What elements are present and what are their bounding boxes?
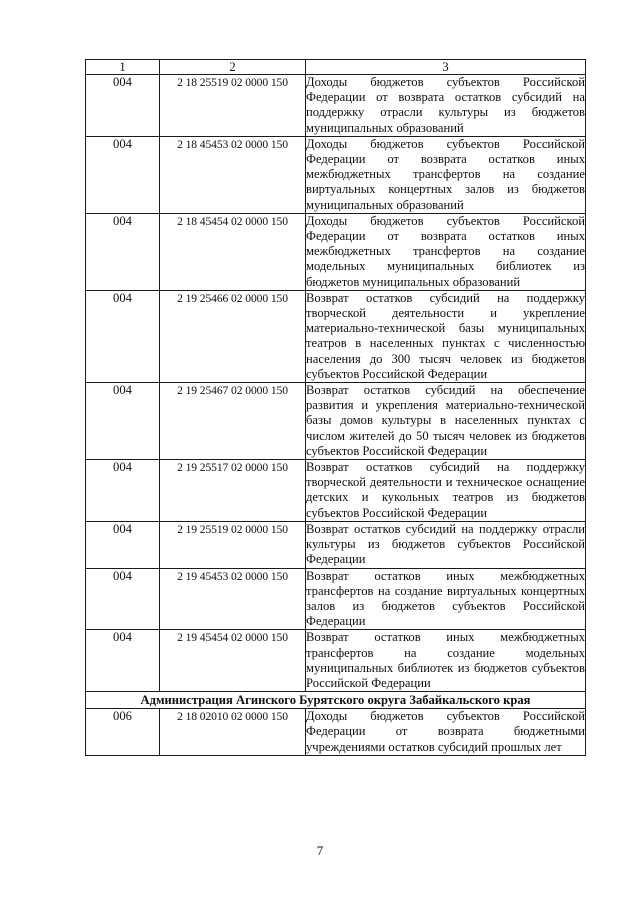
table-row <box>86 213 586 290</box>
table-row <box>86 136 586 213</box>
admin-code-cell: 004 <box>86 630 160 692</box>
admin-code-cell: 004 <box>86 136 160 213</box>
revenue-code-cell: 2 19 25466 02 0000 150 <box>160 290 306 382</box>
admin-code-cell: 004 <box>86 213 160 290</box>
section-title: Администрация Агинского Бурятского округа Забайкальского края <box>86 692 586 709</box>
column-header-3: 3 <box>306 60 586 75</box>
table-row <box>86 290 586 382</box>
description-cell: Доходы бюджетов субъектов Российской Федерации от возврата остатков иных межбюджетных трансфертов на создание модельных муниципальных библиотек из бюджетов муниципальных образований <box>306 213 585 289</box>
revenue-code-cell: 2 18 25519 02 0000 150 <box>160 75 306 137</box>
section-header-row <box>86 692 586 709</box>
admin-code-cell: 004 <box>86 383 160 460</box>
admin-code-cell: 004 <box>86 460 160 522</box>
description-cell: Возврат остатков субсидий на поддержку творческой деятельности и техническое оснащение детских и кукольных театров из бюджетов субъектов Российской Федерации <box>306 460 585 520</box>
description-cell: Возврат остатков иных межбюджетных трансфертов на создание виртуальных концертных залов из бюджетов субъектов Российской Федерации <box>306 568 585 629</box>
admin-code-cell: 006 <box>86 709 160 756</box>
revenue-code-cell: 2 18 45454 02 0000 150 <box>160 213 306 290</box>
admin-code-cell: 004 <box>86 568 160 630</box>
column-header-2: 2 <box>160 60 306 75</box>
table-row <box>86 460 586 522</box>
page-number: 7 <box>316 843 324 858</box>
column-header-1: 1 <box>86 60 160 75</box>
table-row <box>86 383 586 460</box>
revenue-code-cell: 2 19 45454 02 0000 150 <box>160 630 306 692</box>
revenue-code-cell: 2 18 02010 02 0000 150 <box>160 709 306 756</box>
description-cell: Возврат остатков субсидий на обеспечение развития и укрепления материально-технической базы домов культуры в населенных пунктах с числом жителей до 50 тысяч человек из бюджетов субъектов Российской Федерации <box>306 383 585 458</box>
table-header-row <box>86 60 586 75</box>
revenue-code-cell: 2 18 45453 02 0000 150 <box>160 136 306 213</box>
revenue-code-cell: 2 19 45453 02 0000 150 <box>160 568 306 630</box>
revenue-code-cell: 2 19 25517 02 0000 150 <box>160 460 306 522</box>
revenue-code-cell: 2 19 25519 02 0000 150 <box>160 521 306 568</box>
description-cell: Доходы бюджетов субъектов Российской Федерации от возврата остатков иных межбюджетных трансфертов на создание виртуальных концертных залов из бюджетов муниципальных образований <box>306 136 585 212</box>
description-cell: Доходы бюджетов субъектов Российской Федерации от возврата бюджетными учреждениями остатков субсидий прошлых лет <box>306 709 585 754</box>
revenue-code-cell: 2 19 25467 02 0000 150 <box>160 383 306 460</box>
description-cell: Возврат остатков субсидий на поддержку творческой деятельности и укрепление материально-технической базы муниципальных театров в населенных пунктах с численностью населения до 300 тысяч человек из бюджетов субъектов Российской Федерации <box>306 290 585 381</box>
table-row <box>86 75 586 137</box>
description-cell: Доходы бюджетов субъектов Российской Федерации от возврата остатков субсидий на поддержку отрасли культуры из бюджетов муниципальных образований <box>306 75 585 135</box>
admin-code-cell: 004 <box>86 75 160 137</box>
table-row <box>86 709 586 756</box>
description-cell: Возврат остатков субсидий на поддержку отрасли культуры из бюджетов субъектов Российской Федерации <box>306 521 585 567</box>
admin-code-cell: 004 <box>86 290 160 382</box>
budget-classification-table <box>85 59 586 756</box>
table-row <box>86 521 586 568</box>
description-cell: Возврат остатков иных межбюджетных трансфертов на создание модельных муниципальных библиотек из бюджетов субъектов Российской Федерации <box>306 630 585 690</box>
table-row <box>86 630 586 692</box>
table-row <box>86 568 586 630</box>
admin-code-cell: 004 <box>86 521 160 568</box>
